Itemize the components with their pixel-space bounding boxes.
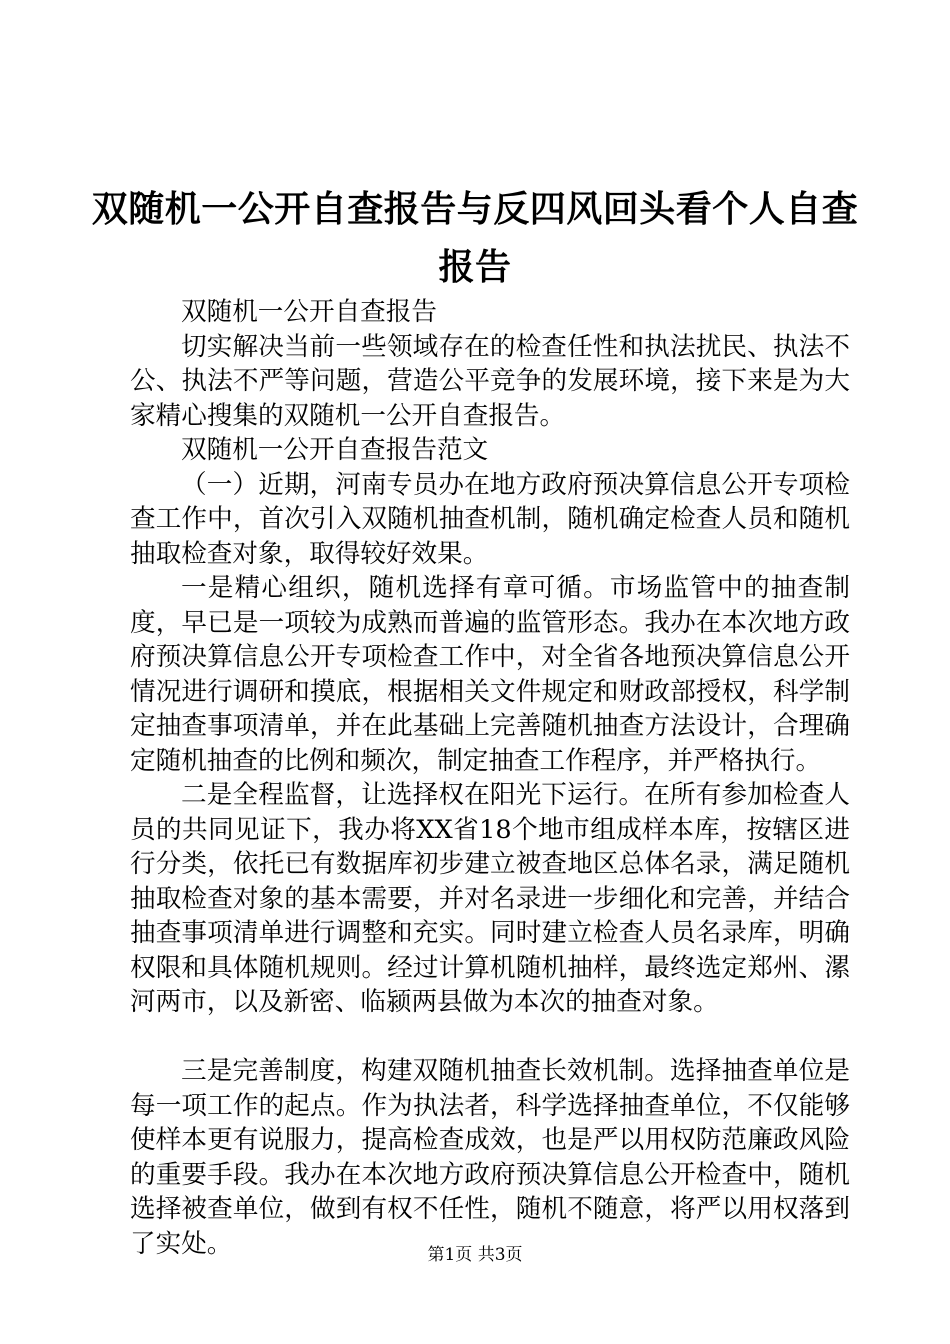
document-body	[130, 295, 850, 1261]
page-footer: 第1页 共3页	[427, 1245, 523, 1265]
paragraph-one: （一）近期，河南专员办在地方政府预决算信息公开专项检查工作中，首次引入双随机抽查机制，随机确定检查人员和随机抽取检查对象，取得较好效果。	[130, 469, 850, 569]
paragraph-four: 三是完善制度，构建双随机抽查长效机制。选择抽查单位是每一项工作的起点。作为执法者，科学选择抽查单位，不仅能够使样本更有说服力，提高检查成效，也是严以用权防范廉政风险的重要手段。我办在本次地方政府预决算信息公开检查中，随机选择被查单位，做到有权不任性，随机不随意，将严以用权落到了实处。	[130, 1056, 850, 1259]
document-title: 双随机一公开自查报告与反四风回头看个人自查报告	[91, 189, 859, 288]
subsection-heading: 双随机一公开自查报告范文	[181, 435, 489, 465]
section-heading: 双随机一公开自查报告	[181, 297, 437, 327]
paragraph-three: 二是全程监督，让选择权在阳光下运行。在所有参加检查人员的共同见证下，我办将XX省18个地市组成样本库，按辖区进行分类，依托已有数据库初步建立被查地区总体名录，满足随机抽取检查对象的基本需要，并对名录进一步细化和完善，并结合抽查事项清单进行调整和充实。同时建立检查人员名录库，明确权限和具体随机规则。经过计算机随机抽样，最终选定郑州、漯河两市，以及新密、临颍两县做为本次的抽查对象。	[130, 780, 850, 1017]
paragraph-two: 一是精心组织，随机选择有章可循。市场监管中的抽查制度，早已是一项较为成熟而普遍的监管形态。我办在本次地方政府预决算信息公开专项检查工作中，对全省各地预决算信息公开情况进行调研和摸底，根据相关文件规定和财政部授权，科学制定抽查事项清单，并在此基础上完善随机抽查方法设计，合理确定随机抽查的比例和频次，制定抽查工作程序，并严格执行。	[130, 573, 850, 776]
intro-paragraph: 切实解决当前一些领域存在的检查任性和执法扰民、执法不公、执法不严等问题，营造公平竞争的发展环境，接下来是为大家精心搜集的双随机一公开自查报告。	[130, 331, 850, 431]
